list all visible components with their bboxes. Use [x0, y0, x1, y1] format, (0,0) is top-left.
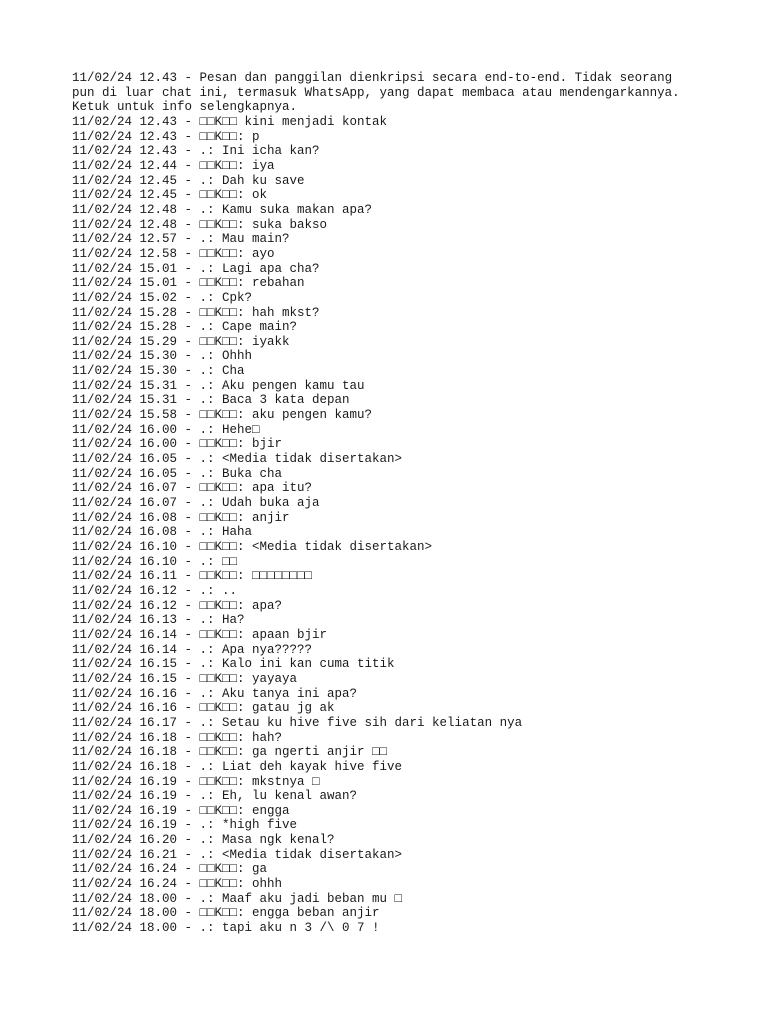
- chat-message-line: 11/02/24 16.12 - .: ..: [72, 583, 238, 598]
- chat-message-line: 11/02/24 16.11 - □□K□□: □□□□□□□□: [72, 569, 313, 584]
- chat-message-line: 11/02/24 16.10 - .: □□: [72, 554, 238, 569]
- chat-message-line: 11/02/24 16.18 - □□K□□: ga ngerti anjir □□: [72, 745, 388, 760]
- chat-message-line: 11/02/24 18.00 - .: Maaf aku jadi beban mu □: [72, 891, 403, 906]
- chat-message-line: 11/02/24 16.19 - .: Eh, lu kenal awan?: [72, 789, 358, 804]
- chat-message-line: 11/02/24 18.00 - □□K□□: engga beban anjir: [72, 906, 380, 921]
- chat-message-line: 11/02/24 15.30 - .: Cha: [72, 364, 245, 379]
- chat-message-line: 11/02/24 12.58 - □□K□□: ayo: [72, 246, 275, 261]
- chat-message-line: 11/02/24 16.00 - □□K□□: bjir: [72, 437, 283, 452]
- chat-message-line: 11/02/24 16.00 - .: Hehe□: [72, 422, 260, 437]
- message-lines: [72, 115, 692, 936]
- chat-message-line: 11/02/24 16.07 - .: Udah buka aja: [72, 496, 320, 511]
- chat-message-line: 11/02/24 15.02 - .: Cpk?: [72, 290, 253, 305]
- chat-message-line: 11/02/24 16.19 - □□K□□: mkstnya □: [72, 774, 320, 789]
- chat-message-line: 11/02/24 16.20 - .: Masa ngk kenal?: [72, 833, 335, 848]
- intro-line: Ketuk untuk info selengkapnya.: [72, 100, 298, 115]
- chat-message-line: 11/02/24 15.31 - .: Baca 3 kata depan: [72, 393, 350, 408]
- chat-message-line: 11/02/24 16.08 - .: Haha: [72, 525, 253, 540]
- chat-message-line: 11/02/24 16.10 - □□K□□: <Media tidak disertakan>: [72, 540, 433, 554]
- chat-message-line: 11/02/24 16.19 - .: *high five: [72, 818, 298, 833]
- chat-message-line: 11/02/24 15.29 - □□K□□: iyakk: [72, 334, 290, 349]
- chat-message-line: 11/02/24 12.48 - □□K□□: suka bakso: [72, 217, 328, 232]
- chat-message-line: 11/02/24 16.15 - □□K□□: yayaya: [72, 671, 298, 686]
- chat-message-line: 11/02/24 16.24 - □□K□□: ga: [72, 862, 268, 877]
- chat-message-line: 11/02/24 16.16 - □□K□□: gatau jg ak: [72, 701, 335, 716]
- intro-line: pun di luar chat ini, termasuk WhatsApp, yang dapat membaca atau mendengarkannya.: [72, 85, 680, 100]
- intro-line: 11/02/24 12.43 - Pesan dan panggilan dienkripsi secara end-to-end. Tidak seorang: [72, 71, 673, 85]
- chat-message-line: 11/02/24 12.44 - □□K□□: iya: [72, 158, 275, 173]
- chat-message-line: 11/02/24 16.21 - .: <Media tidak disertakan>: [72, 847, 403, 862]
- chat-message-line: 11/02/24 16.05 - .: <Media tidak disertakan>: [72, 452, 403, 467]
- chat-message-line: 11/02/24 16.07 - □□K□□: apa itu?: [72, 481, 313, 496]
- chat-message-line: 11/02/24 15.28 - .: Cape main?: [72, 320, 298, 335]
- chat-message-line: 11/02/24 16.18 - □□K□□: hah?: [72, 730, 283, 745]
- chat-log: [72, 71, 692, 936]
- chat-message-line: 11/02/24 16.19 - □□K□□: engga: [72, 803, 290, 818]
- chat-message-line: 11/02/24 12.45 - .: Dah ku save: [72, 173, 305, 188]
- chat-message-line: 11/02/24 16.17 - .: Setau ku hive five sih dari keliatan nya: [72, 715, 523, 730]
- chat-message-line: 11/02/24 12.43 - □□K□□: p: [72, 129, 260, 144]
- chat-message-line: 11/02/24 16.24 - □□K□□: ohhh: [72, 877, 283, 892]
- chat-message-line: 11/02/24 15.01 - □□K□□: rebahan: [72, 276, 305, 291]
- chat-message-line: 11/02/24 16.12 - □□K□□: apa?: [72, 598, 283, 613]
- chat-message-line: 11/02/24 15.58 - □□K□□: aku pengen kamu?: [72, 408, 373, 423]
- chat-message-line: 11/02/24 16.13 - .: Ha?: [72, 613, 245, 628]
- chat-message-line: 11/02/24 15.31 - .: Aku pengen kamu tau: [72, 378, 365, 393]
- chat-message-line: 11/02/24 12.57 - .: Mau main?: [72, 232, 290, 247]
- chat-message-line: 11/02/24 16.08 - □□K□□: anjir: [72, 510, 290, 525]
- chat-message-line: 11/02/24 12.48 - .: Kamu suka makan apa?: [72, 202, 373, 217]
- chat-message-line: 11/02/24 15.30 - .: Ohhh: [72, 349, 253, 364]
- chat-message-line: 11/02/24 18.00 - .: tapi aku n 3 /\ 0 7 !: [72, 921, 380, 936]
- chat-message-line: 11/02/24 12.43 - □□K□□ kini menjadi kontak: [72, 114, 388, 129]
- chat-message-line: 11/02/24 16.14 - .: Apa nya?????: [72, 642, 313, 657]
- chat-message-line: 11/02/24 15.28 - □□K□□: hah mkst?: [72, 305, 320, 320]
- chat-message-line: 11/02/24 16.16 - .: Aku tanya ini apa?: [72, 686, 358, 701]
- chat-message-line: 11/02/24 16.14 - □□K□□: apaan bjir: [72, 627, 328, 642]
- chat-message-line: 11/02/24 12.43 - .: Ini icha kan?: [72, 144, 320, 159]
- chat-message-line: 11/02/24 16.05 - .: Buka cha: [72, 466, 283, 481]
- chat-message-line: 11/02/24 16.18 - .: Liat deh kayak hive five: [72, 759, 403, 774]
- chat-message-line: 11/02/24 15.01 - .: Lagi apa cha?: [72, 261, 320, 276]
- chat-message-line: 11/02/24 16.15 - .: Kalo ini kan cuma titik: [72, 657, 395, 672]
- chat-message-line: 11/02/24 12.45 - □□K□□: ok: [72, 188, 268, 203]
